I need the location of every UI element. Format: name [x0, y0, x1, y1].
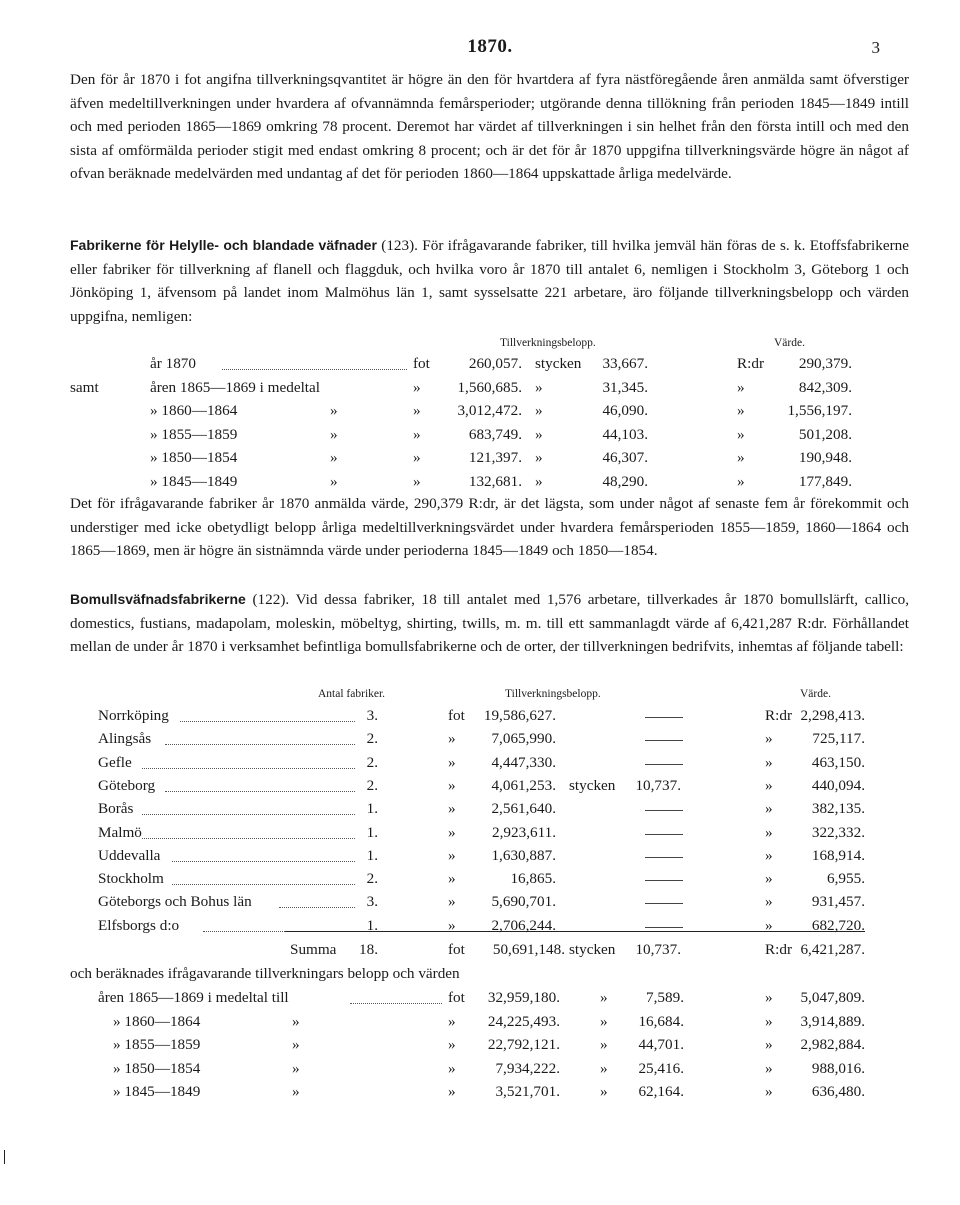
page-header: [70, 36, 910, 62]
value-unit: R:dr: [737, 355, 765, 372]
total-quantity: 50,691,148.: [492, 941, 565, 958]
quantity-value: 7,934,222.: [495, 1059, 560, 1077]
place-name: Malmö: [98, 823, 142, 841]
quantity-unit: »: [448, 800, 456, 818]
place-name: Alingsås: [98, 730, 152, 748]
average-row: [0, 1033, 960, 1057]
pieces-value: 62,164.: [638, 1083, 684, 1100]
leader-dots: [350, 1003, 442, 1004]
period-label: » 1850—1854: [113, 1059, 201, 1077]
page-number: 3: [871, 38, 880, 57]
quantity-value: 4,061,253.: [491, 776, 556, 794]
average-row: [0, 1057, 960, 1081]
factory-count: 1.: [366, 916, 378, 934]
leader-dots: [172, 884, 355, 885]
ditto-mark: »: [330, 402, 338, 419]
empty-dash: [645, 764, 683, 765]
total-value: 6,421,287.: [800, 941, 865, 958]
value-amount: 931,457.: [811, 893, 865, 911]
empty-dash: [645, 880, 683, 881]
factory-count: 3.: [366, 707, 378, 724]
section-heading-wool: Fabrikerne för Helylle- och blandade väfnader: [70, 237, 377, 253]
quantity-unit: »: [413, 402, 421, 419]
quantity-unit: fot: [448, 707, 465, 724]
leader-dots: [142, 838, 355, 839]
table-row: [0, 774, 960, 798]
value-unit: »: [765, 846, 773, 864]
table-row: [0, 352, 960, 376]
factory-count: 2.: [366, 753, 378, 771]
paragraph-production-comparison: Den för år 1870 i fot angifna tillverkningsqvantitet är högre än den för hvartdera af fyra nästföregående åren anmälda samt öfverstiger äfven medeltillverkningen under hvardera af ofvannämnda femårsperioder; utgörande denna tillökning från perioden 1845—1849 intill och med perioden 1865—1869 omkring 78 procent. Deremot har värdet af tillverkningen i sin helhet från den första intill och med den sista af omförmälda perioder stigit med endast omkring 8 procent; och är det för år 1870 uppgifna tillverkningsvärde högre än något af ofvan beräknade medelvärden med undantag af det för perioden 1860—1864 uppskattade årliga medelvärde.: [70, 71, 909, 182]
row-prefix: samt: [70, 378, 99, 396]
leader-dots: [222, 369, 407, 370]
quantity-unit: »: [448, 893, 456, 911]
paragraph-wool-fabrics: [70, 234, 909, 328]
value-amount: 1,556,197.: [787, 402, 852, 419]
value-unit: »: [765, 1012, 773, 1030]
quantity-value: 19,586,627.: [483, 707, 556, 724]
place-name: Göteborgs och Bohus län: [98, 893, 252, 911]
value-unit: »: [765, 1059, 773, 1077]
quantity-unit: »: [413, 449, 421, 466]
value-unit: »: [737, 402, 745, 419]
quantity-unit: »: [448, 823, 456, 841]
value-amount: 177,849.: [798, 472, 852, 490]
pieces-unit: »: [535, 402, 543, 419]
quantity-value: 24,225,493.: [487, 1012, 560, 1030]
factory-count: 2.: [366, 776, 378, 794]
table-row: [0, 821, 960, 845]
quantity-unit: fot: [448, 941, 465, 958]
value-amount: 5,047,809.: [800, 989, 865, 1006]
pieces-value: 46,090.: [602, 402, 648, 419]
period-label: » 1860—1864: [113, 1012, 201, 1030]
quantity-value: 1,560,685.: [457, 378, 522, 396]
quantity-unit: fot: [448, 989, 465, 1006]
leader-dots: [172, 861, 355, 862]
table-row: [0, 890, 960, 914]
average-row: [0, 986, 960, 1010]
value-unit: »: [765, 1083, 773, 1100]
ditto-mark: »: [292, 1012, 300, 1030]
value-unit: »: [737, 425, 745, 443]
pieces-value: 44,103.: [602, 425, 648, 443]
quantity-unit: »: [448, 1012, 456, 1030]
table-row: [0, 399, 960, 423]
place-name: Stockholm: [98, 870, 164, 888]
period-label: » 1845—1849: [150, 472, 238, 490]
quantity-value: 16,865.: [510, 870, 556, 888]
quantity-value: 22,792,121.: [487, 1036, 560, 1053]
quantity-unit: »: [448, 730, 456, 748]
quantity-unit: »: [448, 1083, 456, 1100]
period-label: åren 1865—1869 i medeltal till: [98, 989, 289, 1006]
pieces-unit: »: [535, 425, 543, 443]
value-amount: 842,309.: [798, 378, 852, 396]
period-label: åren 1865—1869 i medeltal: [150, 378, 320, 396]
factory-count: 1.: [366, 823, 378, 841]
period-label: » 1860—1864: [150, 402, 238, 419]
pieces-unit: stycken: [535, 355, 582, 372]
empty-dash: [645, 927, 683, 928]
leader-dots: [180, 721, 355, 722]
quantity-unit: »: [413, 425, 421, 443]
empty-dash: [645, 857, 683, 858]
ditto-mark: »: [292, 1059, 300, 1077]
quantity-value: 683,749.: [468, 425, 522, 443]
ditto-mark: »: [330, 449, 338, 466]
table-row: [0, 704, 960, 728]
period-label: » 1850—1854: [150, 449, 238, 466]
table-row: [0, 751, 960, 775]
value-amount: 988,016.: [811, 1059, 865, 1077]
value-amount: 501,208.: [798, 425, 852, 443]
value-amount: 3,914,889.: [800, 1012, 865, 1030]
quantity-value: 260,057.: [468, 355, 522, 372]
column-header-value: Värde.: [800, 688, 831, 700]
pieces-value: 33,667.: [602, 355, 648, 372]
place-name: Göteborg: [98, 776, 156, 794]
column-header-quantity: Tillverkningsbelopp.: [505, 688, 601, 700]
value-amount: 290,379.: [798, 355, 852, 372]
pieces-unit: stycken: [569, 941, 616, 958]
quantity-value: 32,959,180.: [487, 989, 560, 1006]
quantity-value: 2,706,244.: [491, 916, 556, 934]
value-unit: »: [765, 916, 773, 934]
table-row: [0, 423, 960, 447]
value-unit: R:dr: [765, 941, 793, 958]
value-unit: »: [737, 472, 745, 490]
quantity-value: 132,681.: [468, 472, 522, 490]
value-amount: 2,982,884.: [800, 1036, 865, 1053]
pieces-unit: »: [600, 1036, 608, 1053]
section-heading-cotton: Bomullsväfnadsfabrikerne: [70, 591, 246, 607]
quantity-value: 3,012,472.: [457, 402, 522, 419]
quantity-unit: »: [413, 378, 421, 396]
quantity-unit: »: [448, 846, 456, 864]
total-row: [0, 938, 960, 962]
pieces-unit: »: [535, 378, 543, 396]
average-row: [0, 1010, 960, 1034]
sum-rule: [285, 931, 865, 932]
quantity-value: 1,630,887.: [491, 846, 556, 864]
pieces-value: 10,737.: [635, 776, 681, 794]
quantity-value: 5,690,701.: [491, 893, 556, 911]
quantity-unit: »: [448, 916, 456, 934]
value-unit: »: [765, 730, 773, 748]
value-amount: 440,094.: [811, 776, 865, 794]
value-unit: »: [765, 989, 773, 1006]
table-row: [0, 376, 960, 400]
pieces-value: 48,290.: [602, 472, 648, 490]
ditto-mark: »: [292, 1036, 300, 1053]
value-amount: 682,720.: [811, 916, 865, 934]
value-amount: 725,117.: [812, 730, 865, 748]
pieces-unit: stycken: [569, 776, 616, 794]
quantity-unit: »: [448, 1036, 456, 1053]
quantity-unit: »: [413, 472, 421, 490]
factory-count: 2.: [366, 870, 378, 888]
table-row: [0, 727, 960, 751]
value-amount: 6,955.: [827, 870, 865, 888]
empty-dash: [645, 717, 683, 718]
paragraph-wool-text: (123). För ifrågavarande fabriker, till hvilka jemväl hän föras de s. k. Etoffsfabrikerne eller fabriker för tillverkning af flanell och flaggduk, och hvilka voro år 1870 till antalet 6, nemligen i Stockholm 3, Göteborg 1 och Jönköping 1, äfvensom på landet inom Malmöhus län 1, samt sysselsatte 221 arbetare, äro följande tillverkningsbelopp och värden uppgifna, nemligen:: [70, 237, 909, 325]
paragraph-cotton-text: (122). Vid dessa fabriker, 18 till antalet med 1,576 arbetare, tillverkades år 1870 bomullslärft, callico, domestics, fustians, madapolam, moleskin, möbeltyg, shirting, twills, m. m. till ett sammanlagdt värde af 6,421,287 R:dr. Förhållandet mellan de under år 1870 i verksamhet befintliga bomullsfabrikerne och de orter, der tillverkningen bedrifvits, inhemtas af följande tabell:: [70, 591, 909, 655]
pieces-value: 46,307.: [602, 449, 648, 466]
value-amount: 636,480.: [811, 1083, 865, 1100]
ditto-mark: »: [330, 425, 338, 443]
ditto-mark: »: [330, 472, 338, 490]
period-label: » 1855—1859: [150, 425, 238, 443]
total-pieces: 10,737.: [635, 941, 681, 958]
period-label: » 1855—1859: [113, 1036, 201, 1053]
quantity-unit: »: [448, 753, 456, 771]
quantity-unit: »: [448, 870, 456, 888]
table-row: [0, 914, 960, 938]
ditto-mark: »: [292, 1083, 300, 1100]
quantity-value: 2,561,640.: [491, 800, 556, 818]
value-unit: »: [765, 870, 773, 888]
pieces-unit: »: [600, 1012, 608, 1030]
table-row: [0, 446, 960, 470]
period-label: » 1845—1849: [113, 1083, 201, 1100]
value-amount: 190,948.: [798, 449, 852, 466]
paragraph-wool-analysis: Det för ifrågavarande fabriker år 1870 anmälda värde, 290,379 R:dr, är det lägsta, som under något af senaste fem år förekommit och understiger med icke obetydligt belopp årliga medeltillverkningsvärdet under hvardera femårsperioden 1855—1859, 1860—1864 och 1865—1869, men är högre än sistnämnda värde under perioderna 1845—1849 och 1850—1854.: [70, 495, 909, 559]
quantity-unit: »: [448, 1059, 456, 1077]
leader-dots: [142, 814, 355, 815]
pieces-unit: »: [600, 1083, 608, 1100]
value-unit: »: [765, 776, 773, 794]
place-name: Elfsborgs d:o: [98, 916, 180, 934]
quantity-unit: »: [448, 776, 456, 794]
table-row: [0, 867, 960, 891]
place-name: Uddevalla: [98, 846, 161, 864]
pieces-unit: »: [535, 449, 543, 466]
empty-dash: [645, 740, 683, 741]
leader-dots: [142, 768, 355, 769]
total-label: Summa: [290, 941, 337, 958]
leader-dots: [165, 744, 355, 745]
pieces-value: 7,589.: [646, 989, 684, 1006]
pieces-value: 31,345.: [602, 378, 648, 396]
value-amount: 2,298,413.: [800, 707, 865, 724]
factory-count: 1.: [366, 800, 378, 818]
place-name: Norrköping: [98, 707, 169, 724]
running-head-year: 1870.: [467, 36, 513, 57]
averages-intro: och beräknades ifrågavarande tillverkningars belopp och värden: [70, 965, 460, 982]
period-label: år 1870: [150, 355, 196, 372]
column-header-factory-count: Antal fabriker.: [318, 688, 386, 700]
factory-count: 3.: [366, 893, 378, 911]
total-count: 18.: [359, 941, 378, 958]
pieces-value: 16,684.: [638, 1012, 684, 1030]
pieces-unit: »: [600, 1059, 608, 1077]
place-name: Borås: [98, 800, 134, 818]
table-row: [0, 797, 960, 821]
factory-count: 2.: [366, 730, 378, 748]
pieces-unit: »: [535, 472, 543, 490]
quantity-value: 2,923,611.: [492, 823, 556, 841]
average-row: [0, 1080, 960, 1104]
leader-dots: [165, 791, 355, 792]
value-unit: »: [737, 378, 745, 396]
column-header-quantity: Tillverkningsbelopp.: [500, 337, 596, 349]
column-header-value: Värde.: [774, 337, 805, 349]
value-unit: »: [765, 1036, 773, 1053]
value-amount: 382,135.: [811, 800, 865, 818]
quantity-unit: fot: [413, 355, 430, 372]
averages-intro-row: [0, 962, 960, 986]
factory-count: 1.: [366, 846, 378, 864]
table-row: [0, 844, 960, 868]
place-name: Gefle: [98, 753, 132, 771]
value-unit: »: [765, 800, 773, 818]
quantity-value: 3,521,701.: [495, 1083, 560, 1100]
value-unit: »: [765, 893, 773, 911]
value-amount: 322,332.: [811, 823, 865, 841]
value-unit: R:dr: [765, 707, 793, 724]
empty-dash: [645, 903, 683, 904]
pieces-unit: »: [600, 989, 608, 1006]
empty-dash: [645, 834, 683, 835]
value-unit: »: [737, 449, 745, 466]
value-amount: 463,150.: [811, 753, 865, 771]
margin-mark: [4, 1150, 5, 1164]
empty-dash: [645, 810, 683, 811]
quantity-value: 121,397.: [468, 449, 522, 466]
pieces-value: 44,701.: [638, 1036, 684, 1053]
paragraph-cotton-fabrics: [70, 588, 909, 659]
quantity-value: 4,447,330.: [491, 753, 556, 771]
table-row: [0, 470, 960, 494]
pieces-value: 25,416.: [638, 1059, 684, 1077]
value-amount: 168,914.: [811, 846, 865, 864]
quantity-value: 7,065,990.: [491, 730, 556, 748]
value-unit: »: [765, 823, 773, 841]
value-unit: »: [765, 753, 773, 771]
